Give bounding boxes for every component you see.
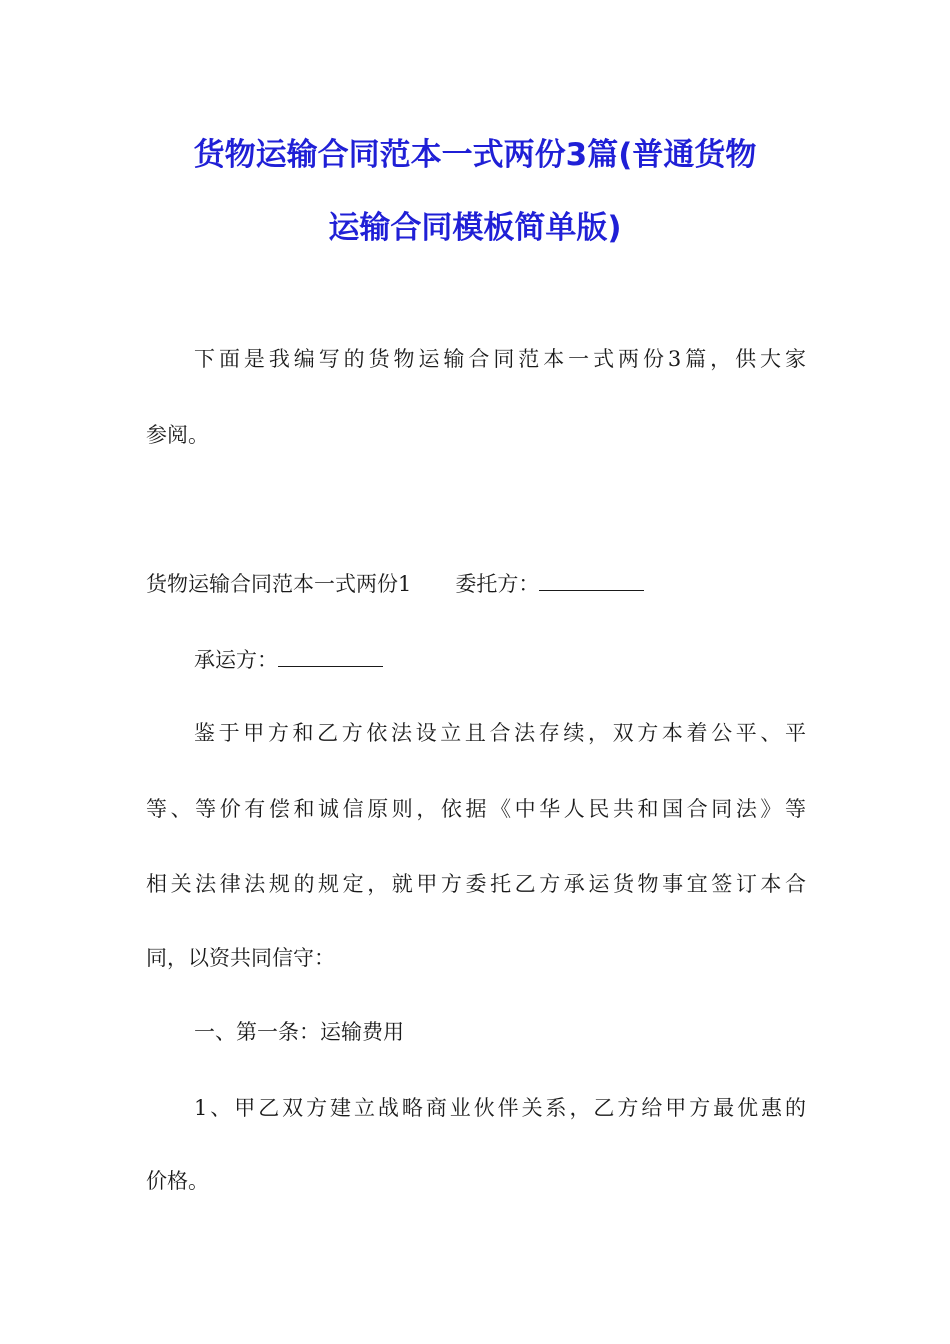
article-1-title: 一、第一条：运输费用 <box>194 1020 404 1044</box>
carrier-blank-field <box>278 646 383 667</box>
clause-1-line-1: 1、甲乙双方建立战略商业伙伴关系，乙方给甲方最优惠的 <box>194 1096 806 1120</box>
document-title-line-1: 货物运输合同范本一式两份3篇(普通货物 <box>193 137 757 173</box>
contract-heading-row <box>146 570 644 598</box>
preamble-line-2: 等、等价有偿和诚信原则，依据《中华人民共和国合同法》等 <box>146 797 806 821</box>
intro-line-1: 下面是我编写的货物运输合同范本一式两份3篇，供大家 <box>194 347 806 371</box>
client-blank-field <box>539 570 644 591</box>
carrier-label: 承运方： <box>194 648 278 672</box>
document-title-line-2: 运输合同模板简单版) <box>328 210 622 246</box>
contract-heading: 货物运输合同范本一式两份1 <box>146 572 412 596</box>
client-label: 委托方： <box>455 572 540 596</box>
carrier-row <box>194 646 383 674</box>
preamble-line-4: 同，以资共同信守： <box>146 946 335 970</box>
clause-1-line-2: 价格。 <box>146 1169 209 1193</box>
intro-line-2: 参阅。 <box>146 423 209 447</box>
preamble-line-1: 鉴于甲方和乙方依法设立且合法存续，双方本着公平、平 <box>194 721 806 745</box>
preamble-line-3: 相关法律法规的规定，就甲方委托乙方承运货物事宜签订本合 <box>146 872 806 896</box>
